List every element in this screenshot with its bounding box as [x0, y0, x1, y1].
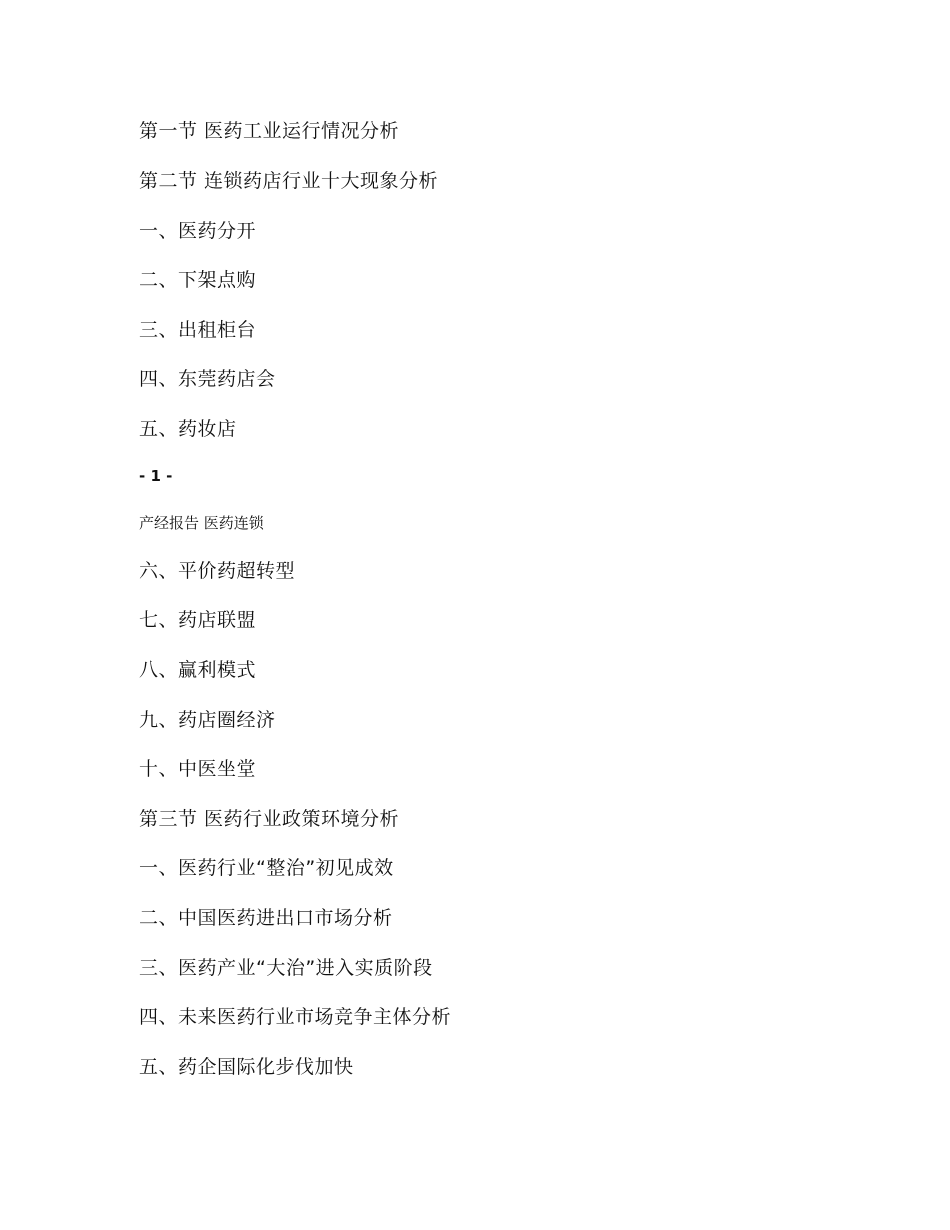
toc-item: 一、医药分开 — [139, 220, 257, 242]
toc-item: 四、东莞药店会 — [139, 368, 276, 390]
toc-section-2: 第二节 连锁药店行业十大现象分析 — [139, 170, 439, 192]
toc-item: 九、药店圈经济 — [139, 709, 276, 731]
toc-item: 五、药企国际化步伐加快 — [139, 1056, 354, 1078]
toc-item: 一、医药行业“整治”初见成效 — [139, 857, 394, 879]
toc-item: 三、出租柜台 — [139, 319, 257, 341]
toc-item: 五、药妆店 — [139, 418, 237, 440]
toc-item: 二、中国医药进出口市场分析 — [139, 907, 393, 929]
toc-section-1: 第一节 医药工业运行情况分析 — [139, 120, 400, 142]
toc-item: 四、未来医药行业市场竞争主体分析 — [139, 1006, 452, 1028]
toc-item: 八、赢利模式 — [139, 659, 257, 681]
running-header: 产经报告 医药连锁 — [139, 514, 264, 532]
toc-item: 十、中医坐堂 — [139, 758, 257, 780]
toc-item: 三、医药产业“大治”进入实质阶段 — [139, 957, 433, 979]
toc-item: 七、药店联盟 — [139, 609, 257, 631]
toc-item: 六、平价药超转型 — [139, 560, 296, 582]
page-number: - 1 - — [139, 467, 173, 485]
toc-item: 二、下架点购 — [139, 269, 257, 291]
toc-section-3: 第三节 医药行业政策环境分析 — [139, 808, 400, 830]
